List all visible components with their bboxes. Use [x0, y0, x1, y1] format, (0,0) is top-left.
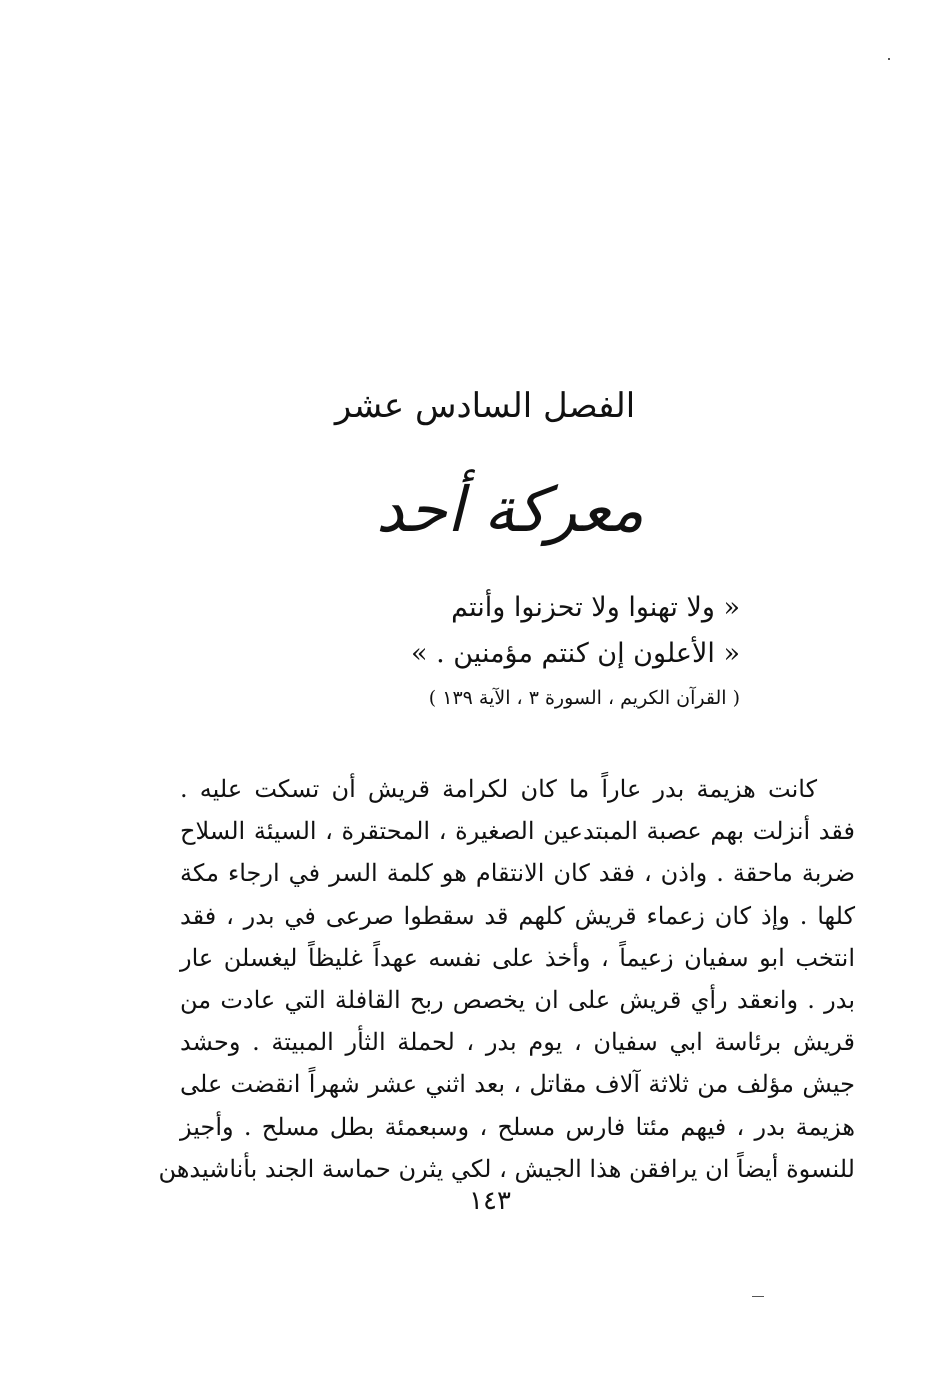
scan-speck	[888, 58, 890, 60]
body-line: كانت هزيمة بدر عاراً ما كان لكرامة قريش أن تسكت عليه .	[180, 775, 817, 803]
page-number: ١٤٣	[469, 1186, 511, 1216]
chapter-heading: الفصل السادس عشر	[334, 386, 636, 426]
body-line: قريش برئاسة ابي سفيان ، يوم بدر ، لحملة الثأر المبيتة . وحشد	[180, 1028, 855, 1057]
body-paragraph	[158, 768, 856, 1190]
body-line: للنسوة أيضاً ان يرافقن هذا الجيش ، لكي يثرن حماسة الجند بأناشيدهن	[158, 1154, 855, 1183]
chapter-title: معركة أحد	[376, 473, 644, 546]
quote-source: ( القرآن الكريم ، السورة ٣ ، الآية ١٣٩ )	[428, 687, 740, 709]
body-line: انتخب ابو سفيان زعيماً ، وأخذ على نفسه عهداً غليظاً ليغسلن عار	[180, 943, 855, 972]
body-line: كلها . وإذ كان زعماء قريش كلهم قد سقطوا صرعى في بدر ، فقد	[180, 901, 855, 930]
quote-line: « الأعلون إن كنتم مؤمنين . »	[410, 638, 740, 669]
body-line: بدر . وانعقد رأي قريش على ان يخصص ربح القافلة التي عادت من	[180, 986, 855, 1015]
epigraph-quote	[180, 585, 740, 715]
scan-speck	[752, 1296, 764, 1297]
body-line: هزيمة بدر ، فيهم مئتا فارس مسلح ، وسبعمئة بطل مسلح . وأجيز	[180, 1112, 855, 1141]
body-line: جيش مؤلف من ثلاثة آلاف مقاتل ، بعد اثني عشر شهراً انقضت على	[180, 1070, 855, 1099]
body-line: فقد أنزلت بهم عصبة المبتدعين الصغيرة ، المحتقرة ، السيئة السلاح	[180, 817, 856, 846]
quote-line: « ولا تهنوا ولا تحزنوا وأنتم	[451, 592, 740, 623]
body-line: ضربة ماحقة . واذن ، فقد كان الانتقام هو كلمة السر في ارجاء مكة	[180, 859, 855, 888]
